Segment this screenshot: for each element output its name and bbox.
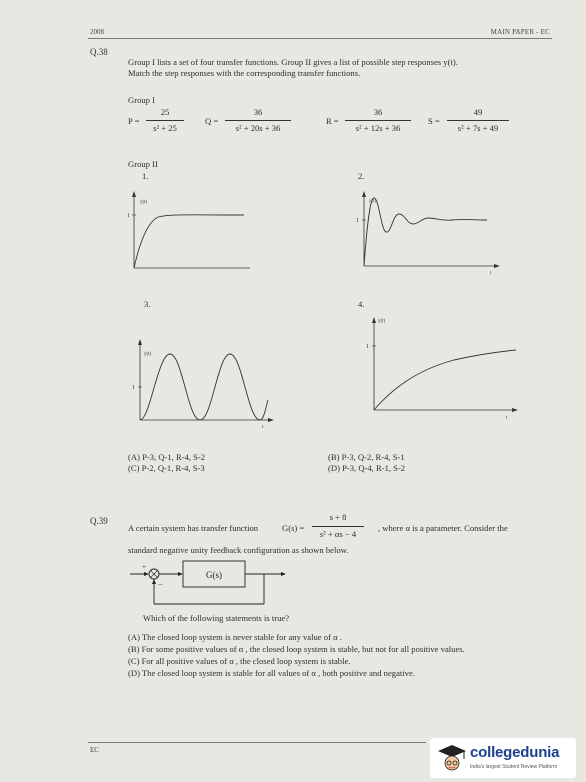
q39-gs-den: s² + αs − 4: [319, 529, 357, 539]
tf-p-bar: [146, 120, 184, 121]
graph-3-tlabel: t: [262, 425, 264, 430]
q38-option-a: (A) P-3, Q-1, R-4, S-2: [128, 452, 206, 462]
footer-label: EC: [90, 746, 99, 754]
graph-1-one: 1: [127, 213, 130, 219]
header-year: 2008: [90, 28, 104, 36]
graph-1-ylabel: y(t): [140, 200, 148, 205]
gs-block-label: G(s): [206, 570, 222, 580]
graph-4-ylabel: y(t): [378, 319, 386, 324]
q38-option-b: (B) P-3, Q-2, R-4, S-1: [328, 452, 405, 462]
header-paper: MAIN PAPER - EC: [490, 28, 550, 36]
graph-4-label: 4.: [358, 299, 365, 309]
graph-3: [124, 336, 276, 430]
q39-gs-fraction: [282, 512, 382, 544]
tf-q-num: 36: [253, 107, 263, 117]
tf-s-den: s² + 7s + 49: [457, 123, 499, 133]
group2-label: Group II: [128, 159, 158, 169]
graph-3-label: 3.: [144, 299, 151, 309]
feedback-block-diagram: [128, 556, 288, 610]
tf-r-num: 36: [373, 107, 383, 117]
q39-option-b: (B) For some positive values of α , the closed loop system is stable, but not for all positive values.: [128, 644, 465, 654]
q39-intro-tail: , where α is a parameter. Consider the: [378, 523, 508, 533]
tf-q-lhs: Q =: [205, 116, 219, 126]
tf-p-num: 25: [160, 107, 170, 117]
tf-s-bar: [447, 120, 509, 121]
graph-3-one: 1: [132, 385, 135, 391]
tf-s-num: 49: [473, 107, 483, 117]
tf-p-lhs: P =: [128, 116, 140, 126]
q39-gs-bar: [312, 526, 364, 527]
graph-2-label: 2.: [358, 171, 365, 181]
tf-q: [205, 107, 295, 137]
graph-2-one: 1: [356, 218, 359, 224]
q39-gs-lhs: G(s) =: [282, 523, 305, 533]
logo-name: collegedunia: [470, 744, 560, 761]
graph-2-ylabel: y(t): [369, 199, 377, 204]
graph-4-one: 1: [366, 344, 369, 350]
tf-p-den: s² + 25: [153, 123, 177, 133]
logo-tagline: India's largest Student Review Platform: [470, 764, 558, 770]
q38-text-line1: Group I lists a set of four transfer functions. Group II gives a list of possible step responses y(t).: [128, 57, 458, 67]
q39-number: Q.39: [90, 516, 108, 526]
plus-sign: +: [142, 563, 146, 571]
collegedunia-logo: [430, 738, 576, 778]
q39-option-a: (A) The closed loop system is never stable for any value of α .: [128, 632, 342, 642]
graph-1-label: 1.: [142, 171, 149, 181]
tf-q-den: s² + 20s + 36: [235, 123, 281, 133]
tf-r-lhs: R =: [326, 116, 339, 126]
q38-text-line2: Match the step responses with the corresponding transfer functions.: [128, 68, 361, 78]
tf-r: [326, 107, 416, 137]
q39-question: Which of the following statements is true?: [143, 613, 290, 623]
graph-4-tlabel: t: [506, 416, 508, 421]
tf-s-lhs: S =: [428, 116, 440, 126]
tf-s: [428, 107, 518, 137]
group1-label: Group I: [128, 95, 155, 105]
q39-gs-num: s + 8: [329, 512, 347, 522]
minus-sign: −: [158, 580, 163, 589]
graph-1: [124, 186, 254, 278]
q38-option-c: (C) P-2, Q-1, R-4, S-3: [128, 463, 205, 473]
tf-r-bar: [345, 120, 411, 121]
graph-2-tlabel: t: [490, 271, 492, 276]
graph-2: [352, 186, 502, 278]
graduate-cap-icon: [436, 742, 468, 774]
tf-q-bar: [225, 120, 291, 121]
q39-line2: standard negative unity feedback configuration as shown below.: [128, 545, 349, 555]
tf-r-den: s² + 12s + 36: [355, 123, 401, 133]
q38-option-d: (D) P-3, Q-4, R-1, S-2: [328, 463, 406, 473]
graph-4: [364, 312, 520, 422]
footer-rule: [88, 742, 426, 743]
graph-3-ylabel: y(t): [144, 352, 152, 357]
q39-option-d: (D) The closed loop system is stable for all values of α , both positive and negative.: [128, 668, 415, 678]
header-rule: [88, 38, 552, 39]
q39-intro: A certain system has transfer function: [128, 523, 259, 533]
tf-p: [128, 107, 188, 137]
q39-option-c: (C) For all positive values of α , the closed loop system is stable.: [128, 656, 351, 666]
q38-number: Q.38: [90, 47, 108, 57]
